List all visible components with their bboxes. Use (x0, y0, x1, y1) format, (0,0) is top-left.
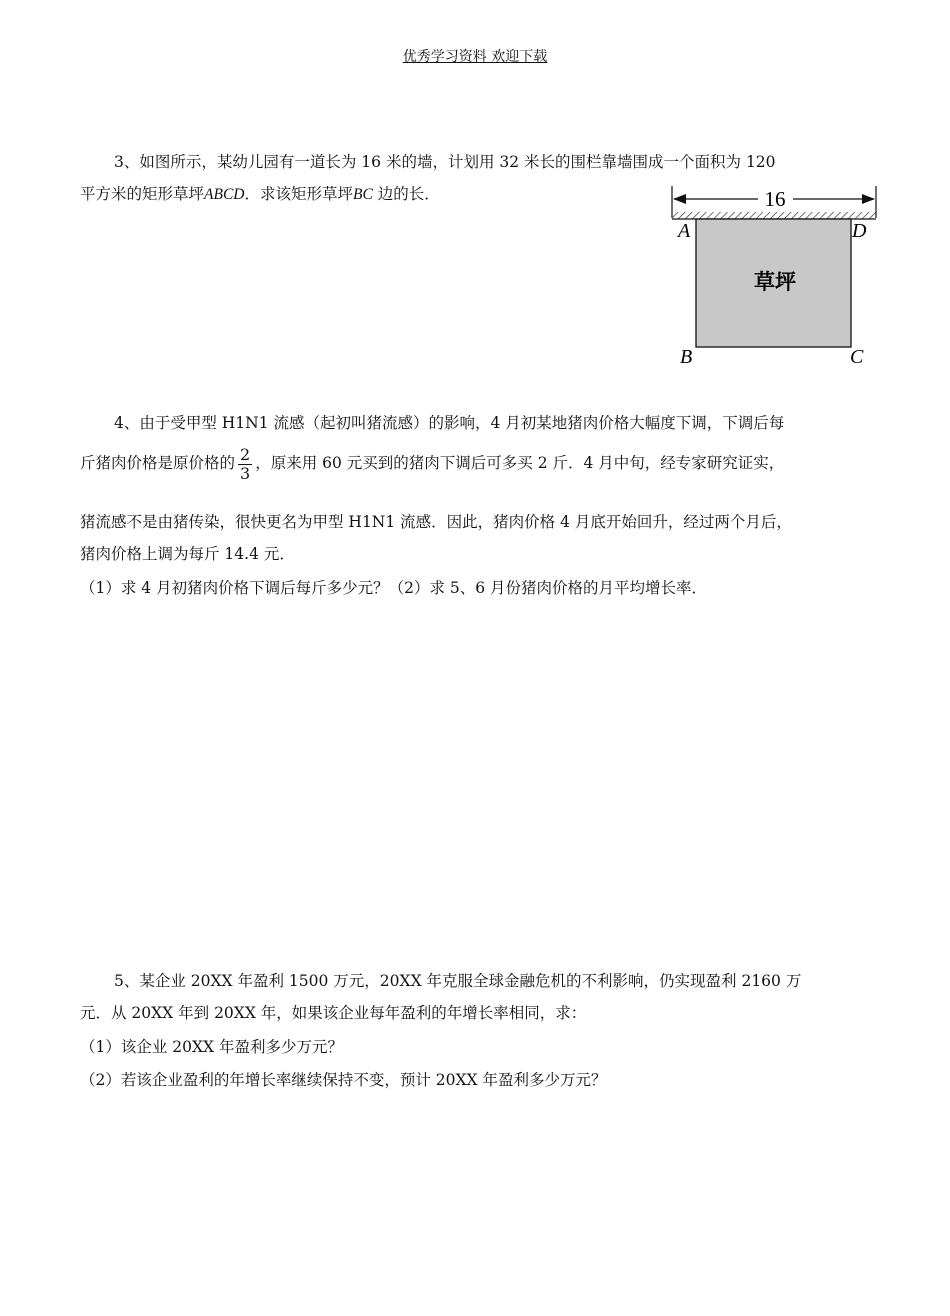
wall-hatch (672, 212, 876, 219)
arrow-left-icon (673, 194, 686, 204)
q4-line2 (80, 446, 872, 482)
q3-line2-b: ．求该矩形草坪 (244, 185, 353, 203)
q3-abcd: ABCD (204, 186, 245, 203)
q3-line2-c: 边的长． (372, 185, 440, 203)
q4-line2-post: ，原来用 60 元买到的猪肉下调后可多买 2 斤．4 月中旬，经专家研究证实， (255, 454, 785, 473)
lawn-figure (660, 180, 890, 375)
fraction-numerator: 2 (240, 445, 251, 464)
page-header: 优秀学习资料 欢迎下载 (402, 49, 548, 65)
vertex-a: A (678, 220, 691, 242)
q3-line1: 3、如图所示，某幼儿园有一道长为 16 米的墙，计划用 32 米长的围栏靠墙围成一个面积为 120 (114, 153, 776, 171)
q5-line3: （1）该企业 20XX 年盈利多少万元？ (80, 1038, 344, 1056)
q4-line5: （1）求 4 月初猪肉价格下调后每斤多少元？（2）求 5、6 月份猪肉价格的月平均增长率． (80, 579, 708, 597)
q3-bc: BC (353, 186, 373, 203)
q4-line3: 猪流感不是由猪传染，很快更名为甲型 H1N1 流感．因此，猪肉价格 4 月底开始回升，经过两个月后， (80, 513, 792, 531)
q3-line2-a: 平方米的矩形草坪 (80, 185, 205, 203)
wall-length-label: 16 (764, 187, 786, 211)
q5-line1: 5、某企业 20XX 年盈利 1500 万元，20XX 年克服全球金融危机的不利影响，仍实现盈利 2160 万 (114, 972, 802, 990)
vertex-b: B (680, 346, 693, 368)
vertex-d: D (852, 220, 867, 242)
fraction-denominator: 3 (240, 463, 251, 483)
q5-line2: 元．从 20XX 年到 20XX 年，如果该企业每年盈利的年增长率相同，求： (80, 1004, 587, 1022)
lawn-label: 草坪 (754, 270, 796, 294)
q5-line4: （2）若该企业盈利的年增长率继续保持不变，预计 20XX 年盈利多少万元？ (80, 1071, 607, 1089)
q4-line2-pre: 斤猪肉价格是原价格的 (80, 454, 236, 473)
vertex-c: C (850, 346, 864, 368)
q4-line4: 猪肉价格上调为每斤 14.4 元． (80, 545, 295, 563)
q4-line1: 4、由于受甲型 H1N1 流感（起初叫猪流感）的影响，4 月初某地猪肉价格大幅度下调，下调后每 (114, 414, 785, 432)
arrow-right-icon (862, 194, 875, 204)
fraction-two-thirds (238, 446, 252, 482)
